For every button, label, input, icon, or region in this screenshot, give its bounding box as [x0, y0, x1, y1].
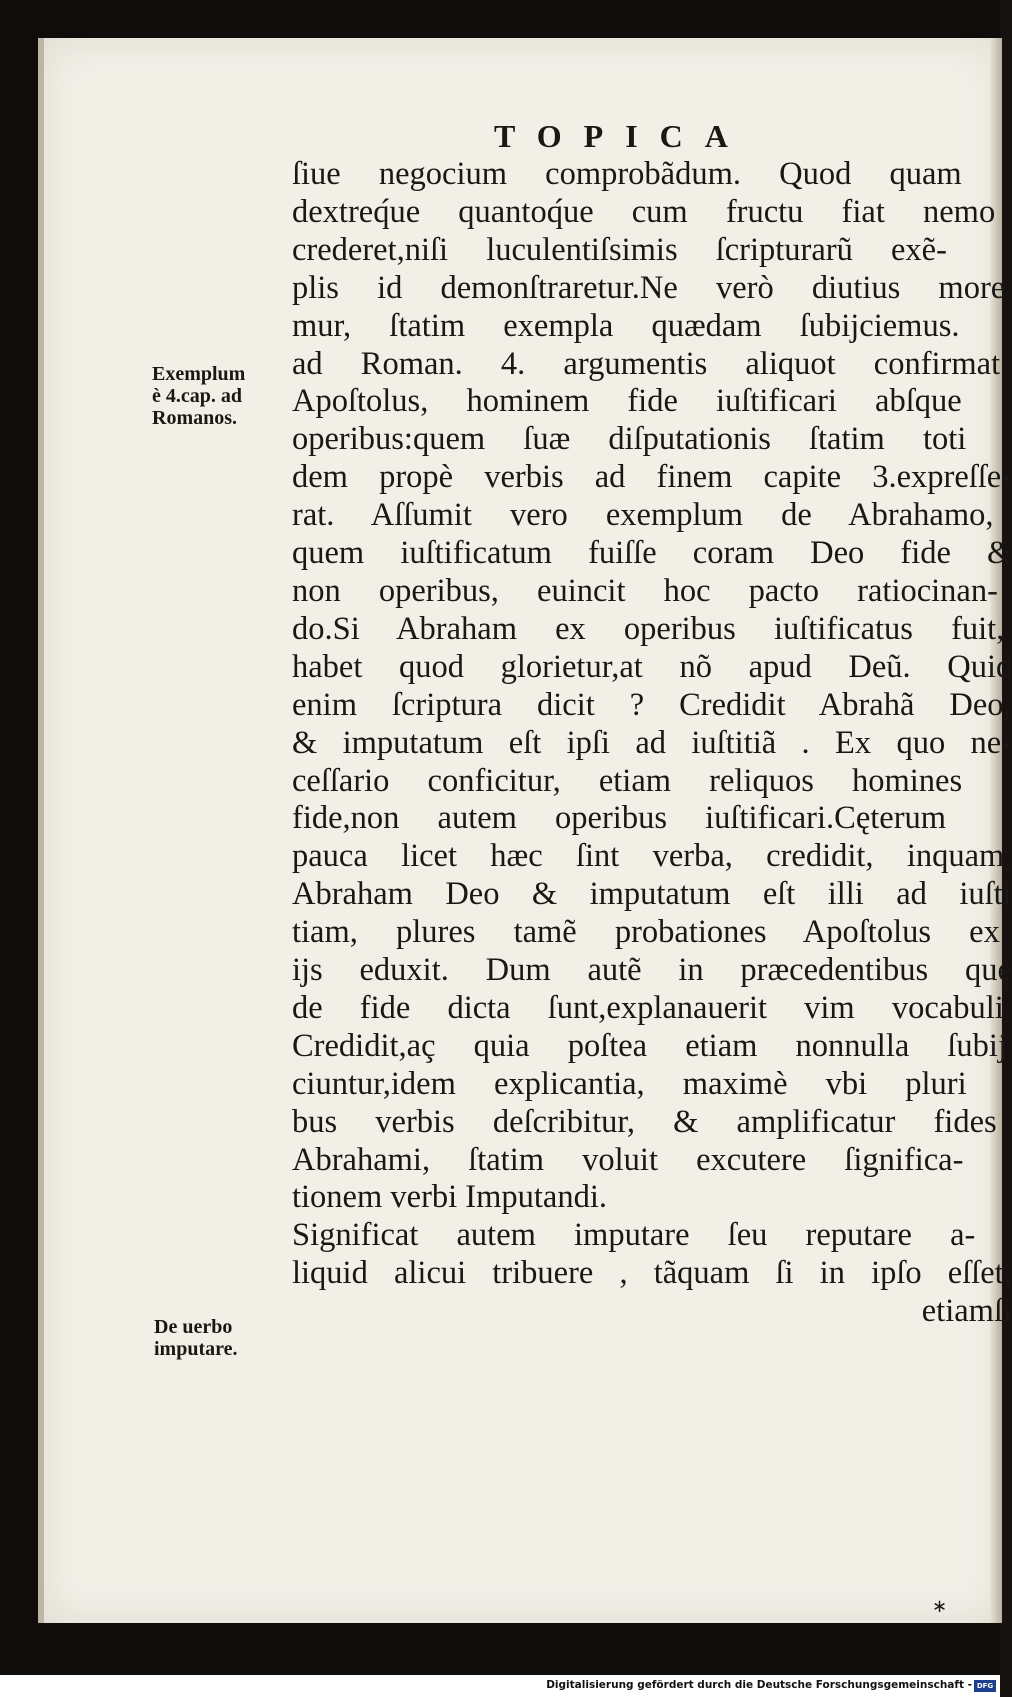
text-line: fide,non autem operibus iuſtificari.Cęterum: [292, 800, 947, 837]
text-line: quem iuſtificatum fuiſſe coram Deo fide &: [292, 535, 1012, 572]
text-line: & imputatum eſt ipſi ad iuſtitiã . Ex quo ne-: [292, 724, 1012, 761]
digitization-footer: [0, 1675, 1000, 1697]
text-line: Apoſtolus, hominem fide iuſtificari abſque: [292, 383, 962, 420]
text-line: etiamſi: [921, 1293, 1012, 1330]
text-line: Significat autem imputare ſeu reputare a-: [292, 1217, 976, 1254]
text-line: enim ſcriptura dicit ? Credidit Abrahã Deo,: [292, 686, 1012, 723]
marginal-note-line: è 4.cap. ad: [152, 385, 242, 407]
text-line: ad Roman. 4. argumentis aliquot confirmat: [292, 345, 1001, 382]
text-line: Abraham Deo & imputatum eſt illi ad iuſti: [292, 876, 1012, 913]
text-line: do.Si Abraham ex operibus iuſtificatus fuit,: [292, 610, 1005, 647]
text-line: operibus:quem ſuæ diſputationis ſtatim toti: [292, 421, 967, 458]
book-page: [38, 38, 1012, 1623]
text-line: ſiue negocium comprobãdum. Quod quam: [292, 156, 962, 192]
dfg-logo: DFG: [974, 1680, 996, 1692]
text-line: ciuntur,idem explicantia, maximè vbi pluri: [292, 1065, 967, 1102]
footer-credit: Digitalisierung gefördert durch die Deutsche Forschungsgemeinschaft -: [546, 1679, 972, 1691]
marginal-note-line: imputare.: [154, 1338, 238, 1360]
marginal-note-exemplum: [152, 363, 282, 429]
text-line: crederet,niſi luculentiſsimis ſcripturarũ exẽ-: [292, 231, 947, 268]
marginal-note-line: Exemplum: [152, 363, 246, 385]
text-line: de fide dicta ſunt,explanauerit vim vocabuli,: [292, 989, 1012, 1026]
text-line: dextreq́ue quantoq́ue cum fructu fiat nemo: [292, 193, 996, 230]
text-line: plis id demonſtraretur.Ne verò diutius more: [292, 269, 1006, 306]
text-line: mur, ſtatim exempla quædam ſubijciemus.: [292, 307, 960, 344]
text-line: ijs eduxit. Dum autẽ in præcedentibus quę: [292, 952, 1012, 989]
text-line: ceſſario conficitur, etiam reliquos homines: [292, 762, 963, 799]
text-line: habet quod glorietur,at nõ apud Deũ. Quid: [292, 648, 1012, 685]
text-line: rat. Aſſumit vero exemplum de Abrahamo,: [292, 497, 994, 534]
text-line: Abrahami, ſtatim voluit excutere ſignifica-: [292, 1141, 964, 1178]
text-line: tiam, plures tamẽ probationes Apoſtolus ex: [292, 914, 1000, 951]
running-head: TOPICA: [494, 118, 750, 154]
main-text-block: [292, 156, 1012, 1331]
text-line: liquid alicui tribuere , tãquam ſi in ipſo eſſet,: [292, 1255, 1012, 1292]
marginal-note-line: De uerbo: [154, 1316, 233, 1338]
text-line: non operibus, euincit hoc pacto ratiocinan-: [292, 572, 998, 609]
text-line: bus verbis deſcribitur, & amplificatur fides: [292, 1103, 997, 1140]
signature-mark: ∗: [932, 1596, 948, 1616]
text-line: pauca licet hæc ſint verba, credidit, inquam,: [292, 838, 1012, 875]
marginal-note-imputare: [154, 1316, 284, 1360]
text-line: Credidit,aç quia poſtea etiam nonnulla ſubij: [292, 1027, 1007, 1064]
text-line: tionem verbi Imputandi.: [292, 1179, 608, 1216]
marginal-note-line: Romanos.: [152, 407, 238, 429]
text-line: dem propè verbis ad finem capite 3.expreſſe-: [292, 459, 1012, 496]
